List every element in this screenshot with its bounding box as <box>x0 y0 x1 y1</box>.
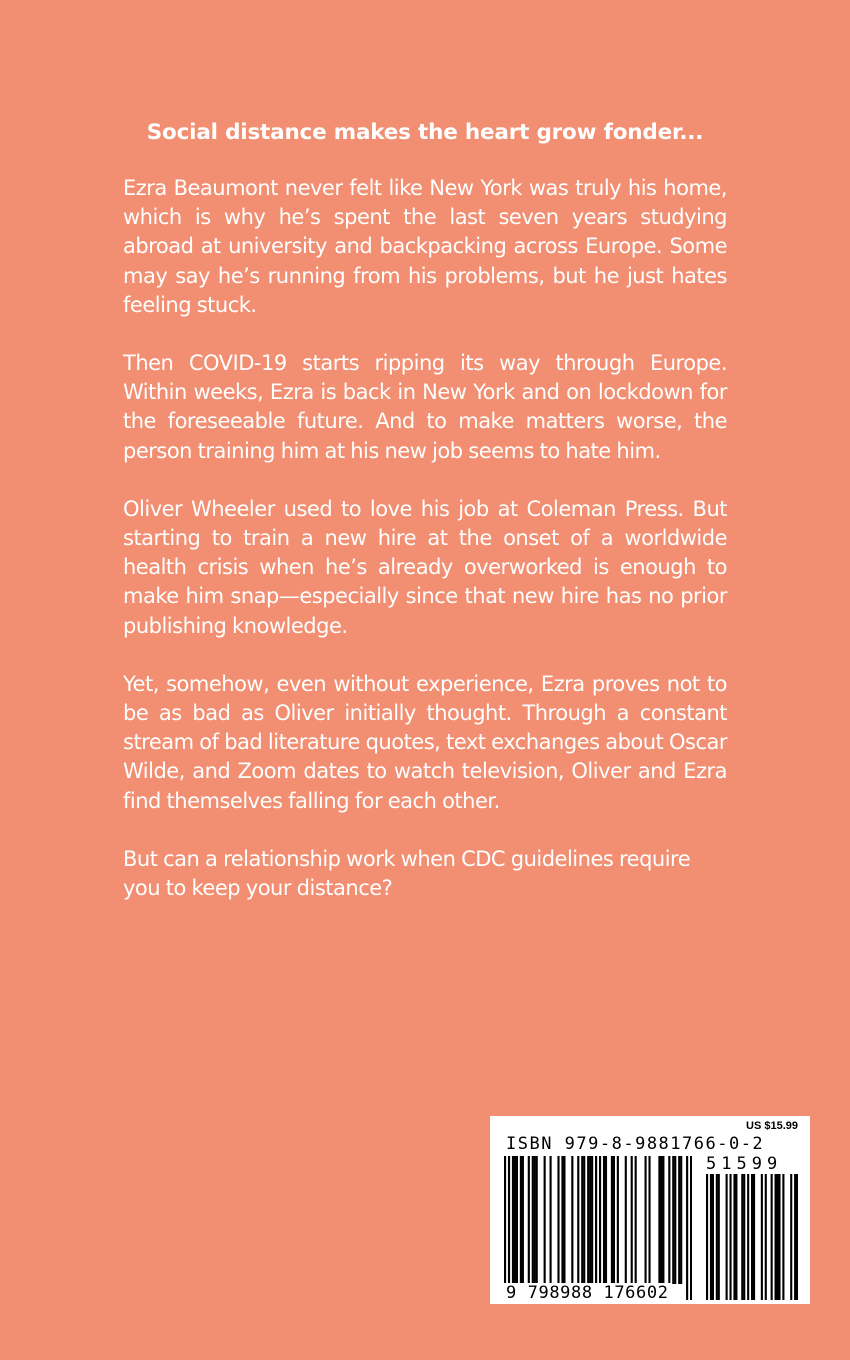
barcode-bar <box>534 1156 536 1284</box>
supplement-bar <box>735 1174 737 1300</box>
supplement-bar <box>761 1174 763 1300</box>
supplement-bar <box>771 1174 773 1300</box>
supplement-bar <box>716 1174 718 1300</box>
supplement-bar <box>753 1174 755 1300</box>
isbn-number: ISBN 979-8-9881766-0-2 <box>506 1134 765 1154</box>
blurb-paragraph-5: But can a relationship work when CDC guidelines require you to keep your distance? <box>123 846 691 901</box>
ean-digits: 9 798988 176602 <box>506 1283 669 1303</box>
barcode-bar <box>645 1156 647 1284</box>
supplement-bar <box>706 1174 708 1300</box>
supplement-bar <box>776 1174 778 1300</box>
supplement-bar <box>747 1174 749 1300</box>
barcode-bar <box>516 1156 518 1284</box>
supplement-bar <box>741 1174 743 1300</box>
supplement-bar <box>796 1174 798 1300</box>
supplement-bar <box>710 1174 712 1300</box>
tagline: Social distance makes the heart grow fonder... <box>146 120 704 145</box>
barcode-bar <box>631 1156 633 1284</box>
blurb-paragraph-4: Yet, somehow, even without experience, Ezra proves not to be as bad as Oliver initially thought. Through a constant stream of bad literature quotes, text exchanges about Oscar Wilde, and Zoom dates to watch television, Oliver and Ezra find themselves falling for each other. <box>123 671 727 813</box>
supplement-bar <box>733 1174 735 1300</box>
supplement-bar <box>790 1174 792 1300</box>
barcode-bar <box>504 1156 506 1300</box>
supplement-bar <box>729 1174 731 1300</box>
blurb-paragraph-2: Then COVID-19 starts ripping its way through Europe. Within weeks, Ezra is back in New York and on lockdown for the foreseeable future. And to make matters worse, the person training him at his new job seems to hate him. <box>123 351 727 463</box>
barcode-bar <box>571 1156 573 1284</box>
barcode-bar <box>660 1156 662 1284</box>
barcode-bar <box>678 1156 680 1284</box>
barcode-bar <box>635 1156 637 1284</box>
barcode-bar <box>577 1156 579 1284</box>
supplement-bar <box>782 1174 784 1300</box>
barcode-bar <box>581 1156 583 1284</box>
barcode-bar <box>591 1156 593 1284</box>
price-label: US $15.99 <box>746 1120 798 1132</box>
barcode-bar <box>561 1156 563 1284</box>
barcode-bar <box>668 1156 670 1284</box>
barcode-bar <box>557 1156 559 1284</box>
barcode-bar <box>613 1156 615 1284</box>
barcode-bar <box>648 1156 650 1284</box>
blurb-paragraph-1: Ezra Beaumont never felt like New York was truly his home, which is why he’s spent the last seven years studying abroad at university and backpacking across Europe. Some may say he’s running from his problems, but he just hates feeling stuck. <box>123 176 727 317</box>
supplement-bar <box>751 1174 753 1300</box>
barcode-bar <box>595 1156 597 1300</box>
supplement-bar <box>775 1174 777 1300</box>
barcode-bar <box>522 1156 524 1284</box>
barcode-bar <box>625 1156 627 1284</box>
barcode-bar <box>583 1156 585 1284</box>
barcode-bar <box>532 1156 534 1284</box>
barcode-bar <box>563 1156 565 1284</box>
barcode-bar <box>550 1156 552 1284</box>
supplement-bar <box>778 1174 780 1300</box>
barcode-bar <box>605 1156 607 1284</box>
barcode-bar <box>658 1156 660 1284</box>
barcode-bar <box>536 1156 538 1284</box>
barcode-bar <box>514 1156 516 1284</box>
price-supplement-digits: 51599 <box>706 1154 783 1174</box>
barcode-bar <box>599 1156 601 1300</box>
barcode-bar <box>589 1156 591 1284</box>
barcode-bar <box>528 1156 530 1284</box>
supplement-barcode-bars <box>706 1174 798 1300</box>
barcode-bar <box>611 1156 613 1284</box>
barcode-bar <box>587 1156 589 1284</box>
blurb-paragraph-3: Oliver Wheeler used to love his job at Coleman Press. But starting to train a new hire at the onset of a worldwide health crisis when he’s already overworked is enough to make him snap—especially since that new hire has no prior publishing knowledge. <box>123 496 727 638</box>
ean-barcode-bars <box>504 1156 692 1300</box>
barcode-bar <box>544 1156 546 1284</box>
supplement-bar <box>794 1174 796 1300</box>
barcode-bar <box>672 1156 674 1284</box>
barcode-bar <box>662 1156 664 1284</box>
barcode-bar <box>674 1156 676 1284</box>
barcode-bar <box>512 1156 514 1284</box>
supplement-bar <box>712 1174 714 1300</box>
barcode-bar <box>617 1156 619 1284</box>
barcode-bar <box>508 1156 510 1300</box>
barcode-bar <box>520 1156 522 1284</box>
supplement-bar <box>718 1174 720 1300</box>
barcode-bar <box>690 1156 692 1300</box>
blurb <box>123 174 727 932</box>
barcode-bar <box>603 1156 605 1284</box>
supplement-bar <box>726 1174 728 1300</box>
isbn-barcode <box>490 1116 810 1304</box>
supplement-bar <box>743 1174 745 1300</box>
supplement-bar <box>765 1174 767 1300</box>
barcode-bar <box>686 1156 688 1300</box>
barcode-bar <box>680 1156 682 1284</box>
